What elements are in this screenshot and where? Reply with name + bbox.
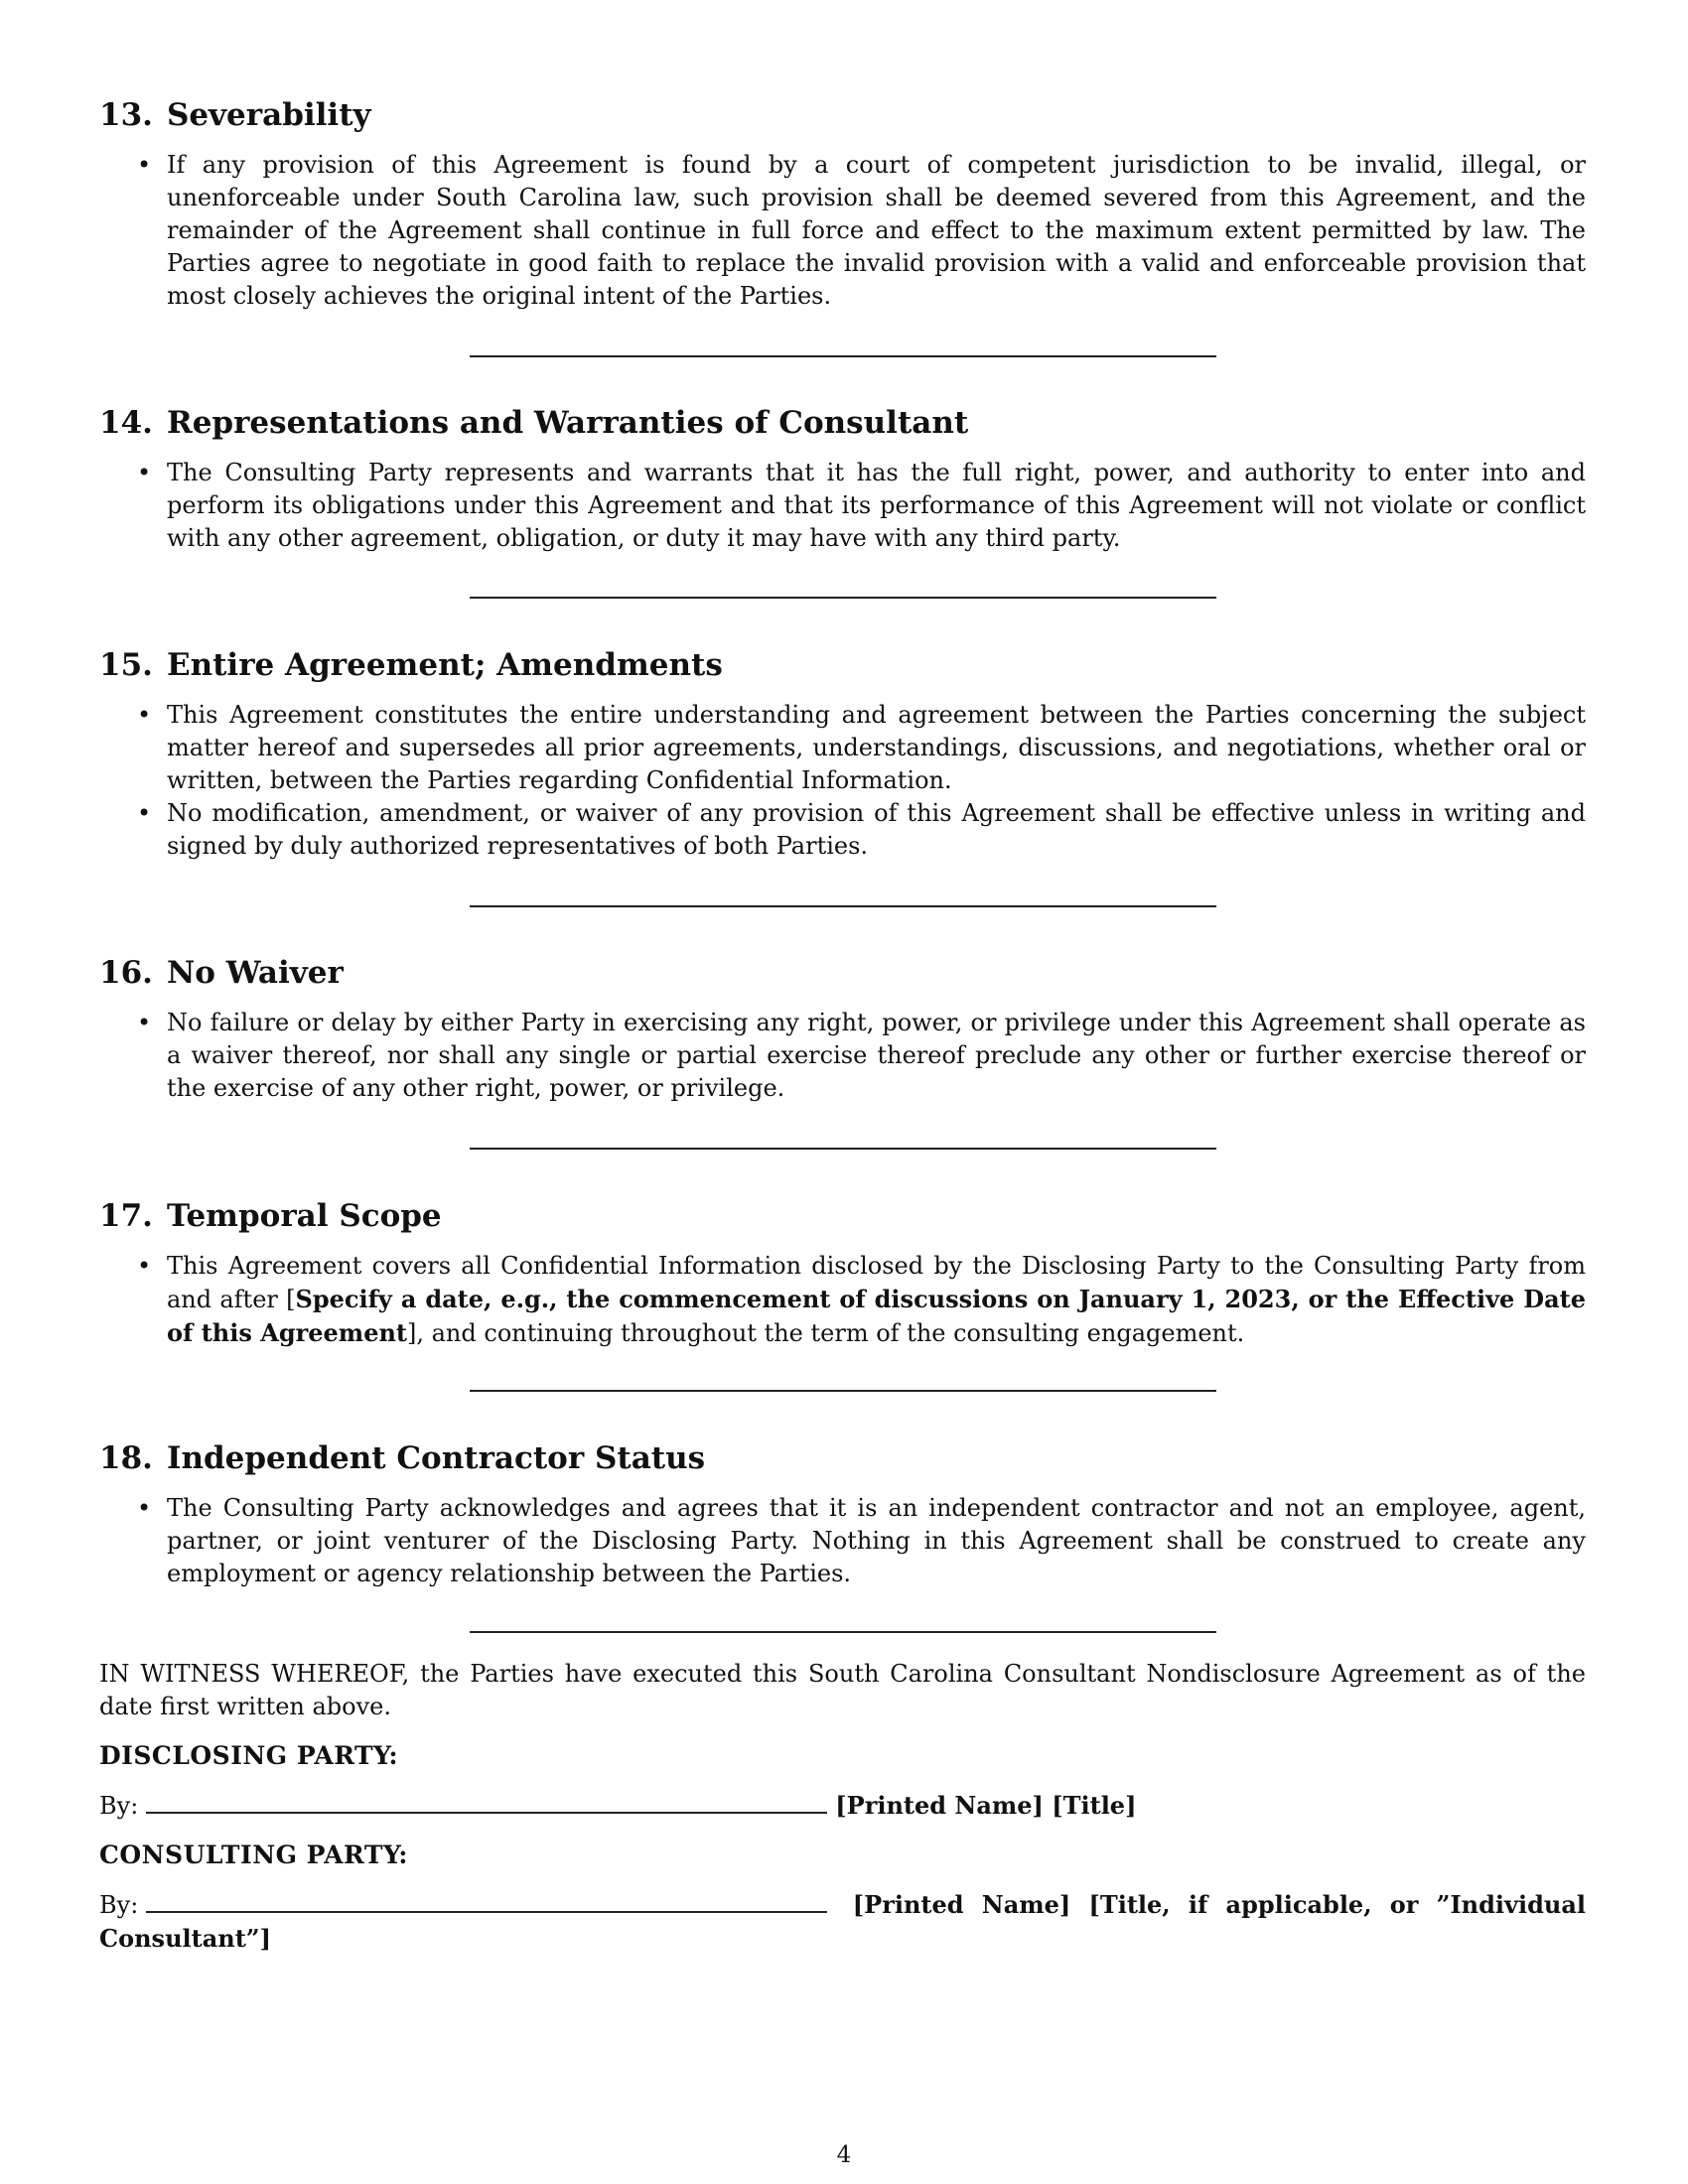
section-heading bbox=[99, 645, 1586, 685]
signature-blank[interactable] bbox=[146, 1887, 827, 1913]
disclosing-party-label: DISCLOSING PARTY: bbox=[99, 1741, 399, 1770]
section-title: Representations and Warranties of Consultant bbox=[166, 405, 969, 441]
by-label: By: bbox=[99, 1792, 139, 1820]
section-number: 14. bbox=[99, 405, 153, 441]
section-number: 17. bbox=[99, 1198, 153, 1234]
printed-name-placeholder: Printed Name bbox=[846, 1791, 1033, 1820]
section-number: 18. bbox=[99, 1440, 153, 1476]
witness-clause: IN WITNESS WHEREOF, the Parties have executed this South Carolina Consultant Nondisclosure Agreement as of the date first written above. bbox=[99, 1660, 1586, 1720]
title-placeholder: Title, if applicable, or ”Individual Consultant” bbox=[99, 1890, 1586, 1953]
bullet-list bbox=[99, 699, 1586, 863]
section-heading bbox=[99, 95, 1586, 135]
printed-name-placeholder: Printed Name bbox=[864, 1890, 1059, 1919]
list-item: • If any provision of this Agreement is found by a court of competent jurisdiction to be invalid, illegal, or unenforceable under South Carolina law, such provision shall be deemed severed from this Agreement, and the remainder of the Agreement shall continue in full force and effect to the maximum extent permitted by law. The Parties agree to negotiate in good faith to replace the invalid provision with a valid and enforceable provision that most closely achieves the original intent of the Parties. bbox=[99, 149, 1586, 313]
bullet-list bbox=[99, 457, 1586, 555]
section-title: Temporal Scope bbox=[166, 1198, 442, 1234]
section-divider bbox=[470, 1390, 1216, 1392]
list-item: • The Consulting Party acknowledges and agrees that it is an independent contractor and not an employee, agent, partner, or joint venturer of the Disclosing Party. Nothing in this Agreement shall be construed to create any employment or agency relationship between the Parties. bbox=[99, 1492, 1586, 1590]
list-item: • This Agreement constitutes the entire understanding and agreement between the Parties concerning the subject matter hereof and supersedes all prior agreements, understandings, discussions, and negotiations, whether oral or written, between the Parties regarding Confidential Information. bbox=[99, 699, 1586, 797]
by-label: By: bbox=[99, 1891, 139, 1919]
bullet-list bbox=[99, 1492, 1586, 1590]
section-title: No Waiver bbox=[166, 955, 344, 991]
section-17 bbox=[99, 1196, 1586, 1350]
date-placeholder: Specify a date, e.g., the commencement of discussions on January 1, 2023, or the Effective Date of this Agreement bbox=[167, 1285, 1587, 1347]
title-placeholder: Title bbox=[1062, 1791, 1126, 1820]
section-15 bbox=[99, 645, 1586, 863]
section-heading bbox=[99, 1438, 1586, 1478]
section-14 bbox=[99, 403, 1586, 555]
consulting-party-label: CONSULTING PARTY: bbox=[99, 1841, 408, 1869]
signature-blank[interactable] bbox=[146, 1788, 827, 1814]
section-divider bbox=[470, 1631, 1216, 1633]
bullet-list bbox=[99, 1007, 1586, 1105]
list-item: • No failure or delay by either Party in exercising any right, power, or privilege under this Agreement shall operate as a waiver thereof, nor shall any single or partial exercise thereof preclude any other or further exercise thereof or the exercise of any other right, power, or privilege. bbox=[99, 1007, 1586, 1105]
bullet-list bbox=[99, 149, 1586, 313]
section-heading bbox=[99, 1196, 1586, 1236]
section-divider bbox=[470, 355, 1216, 357]
section-heading bbox=[99, 403, 1586, 443]
section-13 bbox=[99, 95, 1586, 313]
section-title: Independent Contractor Status bbox=[166, 1440, 706, 1476]
section-heading bbox=[99, 953, 1586, 993]
section-number: 15. bbox=[99, 647, 153, 683]
section-divider bbox=[470, 905, 1216, 907]
section-title: Severability bbox=[166, 97, 371, 133]
section-divider bbox=[470, 1148, 1216, 1150]
section-number: 13. bbox=[99, 97, 153, 133]
consulting-signature-line: By: [Printed Name] [Title, if applicable, or ”Individual Consultant”] bbox=[99, 1887, 1586, 1956]
list-item: • The Consulting Party represents and warrants that it has the full right, power, and authority to enter into and perform its obligations under this Agreement and that its performance of this Agreement will not violate or conflict with any other agreement, obligation, or duty it may have with any third party. bbox=[99, 457, 1586, 555]
page-number: 4 bbox=[836, 2142, 852, 2168]
section-number: 16. bbox=[99, 955, 153, 991]
bullet-list bbox=[99, 1250, 1586, 1350]
section-divider bbox=[470, 597, 1216, 599]
section-title: Entire Agreement; Amendments bbox=[166, 647, 723, 683]
disclosing-signature-line: By: [Printed Name] [Title] bbox=[99, 1788, 1586, 1823]
list-item: • No modification, amendment, or waiver of any provision of this Agreement shall be effective unless in writing and signed by duly authorized representatives of both Parties. bbox=[99, 797, 1586, 863]
list-item bbox=[99, 1250, 1586, 1350]
section-16 bbox=[99, 953, 1586, 1105]
section-18 bbox=[99, 1438, 1586, 1590]
bullet-text: This Agreement covers all Confidential Information disclosed by the Disclosing Party to the Consulting Party from and after [ bbox=[167, 1252, 1586, 1313]
bullet-text: ], and continuing throughout the term of the consulting engagement. bbox=[407, 1319, 1245, 1347]
